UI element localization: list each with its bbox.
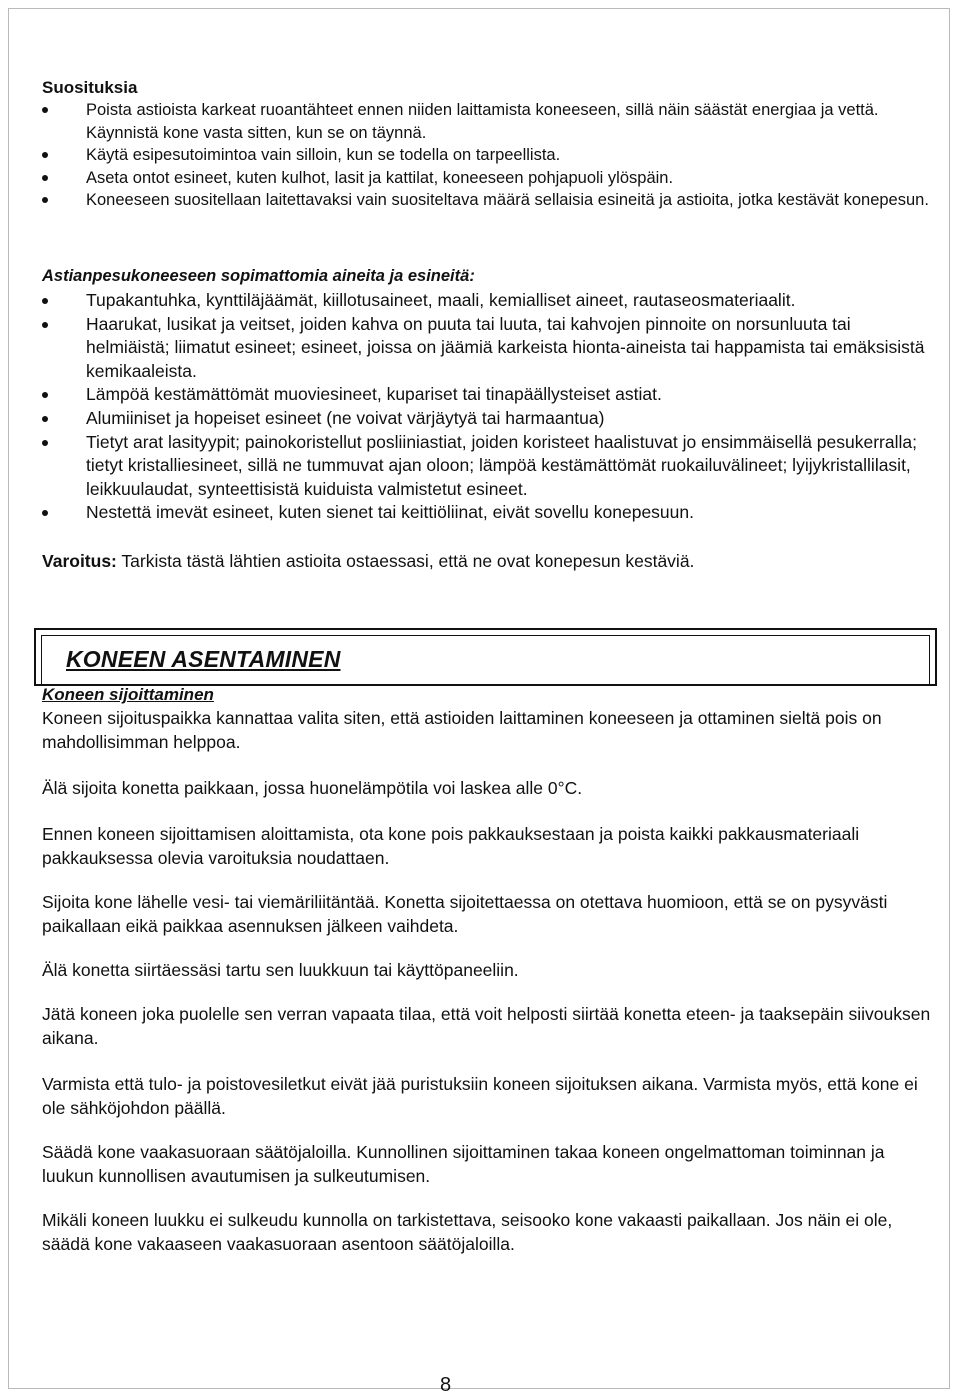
- section-title: KONEEN ASENTAMINEN: [66, 646, 341, 672]
- recommendations-heading: Suosituksia: [42, 78, 138, 97]
- installation-paragraph: Älä sijoita konetta paikkaan, jossa huonelämpötila voi laskea alle 0°C.: [42, 778, 583, 798]
- bullet-icon: [42, 197, 48, 203]
- installation-section: [42, 684, 932, 1256]
- warning-label: Varoitus:: [42, 551, 117, 571]
- installation-paragraph: Varmista että tulo- ja poistovesiletkut eivät jää puristuksiin koneen sijoituksen aikana. Varmista myös, että kone ei ole sähköjohdon päällä.: [42, 1074, 918, 1118]
- list-item: [42, 407, 932, 431]
- installation-paragraph: Mikäli koneen luukku ei sulkeudu kunnolla on tarkistettava, seisooko kone vakaasti paikallaan. Jos näin ei ole, säädä kone vakaaseen vaakasuoraan asentoon säätöjaloilla.: [42, 1210, 893, 1254]
- list-item-text: Poista astioista karkeat ruoantähteet ennen niiden laittamista koneeseen, sillä näin säästät energiaa ja vettä. Käynnistä kone vasta sitten, kun se on täynnä.: [86, 101, 879, 142]
- list-item-text: Koneeseen suositellaan laitettavaksi vain suositeltava määrä sellaisia esineitä ja astioita, jotka kestävät konepesun.: [86, 191, 929, 209]
- list-item: [42, 313, 932, 384]
- list-item-text: Alumiiniset ja hopeiset esineet (ne voivat värjäytyä tai harmaantua): [86, 407, 605, 428]
- bullet-icon: [42, 392, 48, 398]
- list-item-text: Tupakantuhka, kynttiläjäämät, kiillotusaineet, maali, kemialliset aineet, rautaseosmateriaalit.: [86, 290, 796, 310]
- installation-paragraph: Älä konetta siirtäessäsi tartu sen luukkuun tai käyttöpaneeliin.: [42, 960, 519, 980]
- installation-paragraph: Koneen sijoituspaikka kannattaa valita siten, että astioiden laittaminen koneeseen ja ottaminen sieltä pois on mahdollisimman helppoa.: [42, 708, 882, 752]
- warning-text: Tarkista tästä lähtien astioita ostaessasi, että ne ovat konepesun kestäviä.: [116, 551, 695, 571]
- installation-subheading: Koneen sijoittaminen: [42, 685, 214, 704]
- list-item: [42, 289, 932, 313]
- unsuitable-list: [42, 289, 932, 525]
- installation-paragraph: Säädä kone vaakasuoraan säätöjaloilla. Kunnollinen sijoittaminen takaa koneen ongelmattoman toiminnan ja luukun kunnollisen avautumisen ja sulkeutumisen.: [42, 1142, 885, 1186]
- installation-paragraph: Sijoita kone lähelle vesi- tai viemäriliitäntää. Konetta sijoitettaessa on otettava huomioon, että se on pysyvästi paikallaan eikä paikkaa asennuksen jälkeen vaihdeta.: [42, 892, 888, 936]
- bullet-icon: [42, 175, 48, 181]
- page-number: 8: [440, 1374, 452, 1396]
- list-item: [42, 144, 932, 167]
- installation-paragraph: Ennen koneen sijoittamisen aloittamista, ota kone pois pakkauksestaan ja poista kaikki pakkausmateriaali pakkauksessa olevia varoituksia noudattaen.: [42, 824, 860, 868]
- list-item-text: Lämpöä kestämättömät muoviesineet, kupariset tai tinapäällysteiset astiat.: [86, 384, 662, 405]
- list-item-text: Aseta ontot esineet, kuten kulhot, lasit ja kattilat, koneeseen pohjapuoli ylöspäin.: [86, 168, 674, 187]
- list-item-text: Käytä esipesutoimintoa vain silloin, kun se todella on tarpeellista.: [86, 146, 561, 164]
- recommendations-list: [42, 99, 932, 212]
- installation-paragraph: Jätä koneen joka puolelle sen verran vapaata tilaa, että voit helposti siirtää konetta eteen- ja taaksepäin siivouksen aikana.: [42, 1004, 931, 1048]
- list-item: [42, 501, 932, 525]
- bullet-icon: [42, 298, 48, 304]
- warning-note: [42, 549, 932, 573]
- list-item: [42, 431, 932, 502]
- list-item: [42, 383, 932, 407]
- list-item: [42, 189, 932, 212]
- list-item: [42, 99, 932, 144]
- bullet-icon: [42, 510, 48, 516]
- bullet-icon: [42, 152, 48, 158]
- unsuitable-section: [42, 265, 932, 525]
- unsuitable-heading: Astianpesukoneeseen sopimattomia aineita ja esineitä:: [42, 267, 475, 285]
- recommendations-section: [42, 77, 932, 212]
- bullet-icon: [42, 322, 48, 328]
- bullet-icon: [42, 416, 48, 422]
- list-item-text: Nestettä imevät esineet, kuten sienet tai keittiöliinat, eivät sovellu konepesuun.: [86, 502, 694, 523]
- bullet-icon: [42, 107, 48, 113]
- bullet-icon: [42, 440, 48, 446]
- list-item-text: Haarukat, lusikat ja veitset, joiden kahva on puuta tai luuta, tai kahvojen pinnoite on norsunluuta tai helmiäistä; liimatut esineet; esineet, joissa on jäämiä karkeista hionta-aineista tai happamista tai emäksisistä kemikaaleista.: [86, 313, 925, 381]
- list-item-text: Tietyt arat lasityypit; painokoristellut posliiniastiat, joiden koristeet haalistuvat jo ensimmäisellä pesukerralla; tietyt kristalliesineet, sillä ne tummuvat ajan oloon; lämpöä kestämättömät ruokailuvälineet; lyijykristallilasit, leikkuulaudat, synteettisistä kuiduista valmistetut esineet.: [86, 431, 917, 499]
- section-title-box: [34, 628, 937, 686]
- list-item: [42, 167, 932, 190]
